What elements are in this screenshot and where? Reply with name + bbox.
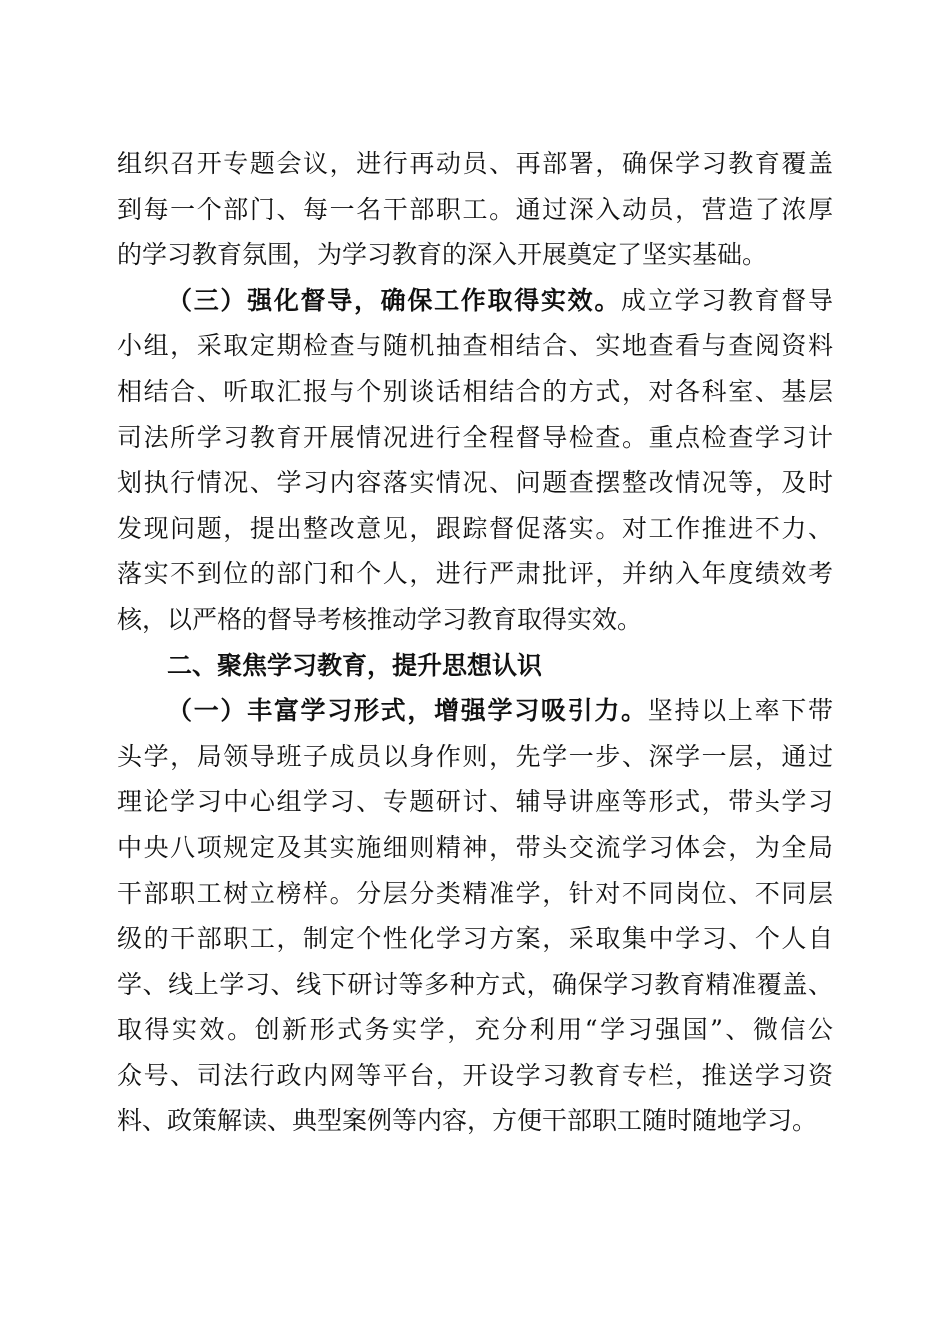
text-line: 级的干部职工，制定个性化学习方案，采取集中学习、个人自	[117, 924, 833, 954]
paragraph-first-text: 成立学习教育督导	[621, 285, 833, 315]
text-line: 划执行情况、学习内容落实情况、问题查摆整改情况等，及时	[117, 468, 833, 498]
text-line: 组织召开专题会议，进行再动员、再部署，确保学习教育覆盖	[117, 149, 833, 178]
section-heading	[117, 643, 833, 689]
text-line: 料、政策解读、典型案例等内容，方便干部职工随时随地学习。	[117, 1106, 818, 1136]
text-line: 到每一个部门、每一名干部职工。通过深入动员，营造了浓厚	[117, 194, 833, 224]
text-line: 中央八项规定及其实施细则精神，带头交流学习体会，为全局	[117, 832, 833, 862]
document-page	[117, 141, 833, 1144]
text-line: 理论学习中心组学习、专题研讨、辅导讲座等形式，带头学习	[117, 787, 833, 817]
paragraph-supervision	[117, 278, 833, 643]
text-line: 的学习教育氛围，为学习教育的深入开展奠定了坚实基础。	[117, 240, 768, 270]
text-line-first	[117, 688, 833, 734]
paragraph-lead: （一）丰富学习形式，增强学习吸引力。	[167, 696, 648, 726]
paragraph-continuation	[117, 141, 833, 278]
text-line: 司法所学习教育开展情况进行全程督导检查。重点检查学习计	[117, 422, 833, 452]
text-line: 落实不到位的部门和个人，进行严肃批评，并纳入年度绩效考	[117, 559, 833, 589]
text-line: 学、线上学习、线下研讨等多种方式，确保学习教育精准覆盖、	[117, 969, 833, 999]
text-line: 干部职工树立榜样。分层分类精准学，针对不同岗位、不同层	[117, 878, 833, 908]
text-line: 头学，局领导班子成员以身作则，先学一步、深学一层，通过	[117, 741, 833, 771]
text-line-first	[117, 278, 833, 324]
text-line: 取得实效。创新形式务实学，充分利用“学习强国”、微信公	[117, 1015, 833, 1045]
text-line: 小组，采取定期检查与随机抽查相结合、实地查看与查阅资料	[117, 331, 833, 361]
section-heading-text: 二、聚焦学习教育，提升思想认识	[167, 650, 543, 680]
text-line: 发现问题，提出整改意见，跟踪督促落实。对工作推进不力、	[117, 513, 833, 543]
text-line: 核，以严格的督导考核推动学习教育取得实效。	[117, 604, 643, 634]
text-line: 相结合、听取汇报与个别谈话相结合的方式，对各科室、基层	[117, 376, 833, 406]
paragraph-lead: （三）强化督导，确保工作取得实效。	[167, 285, 622, 315]
text-line: 众号、司法行政内网等平台，开设学习教育专栏，推送学习资	[117, 1060, 833, 1090]
paragraph-learning-forms	[117, 688, 833, 1144]
paragraph-first-text: 坚持以上率下带	[647, 696, 833, 726]
